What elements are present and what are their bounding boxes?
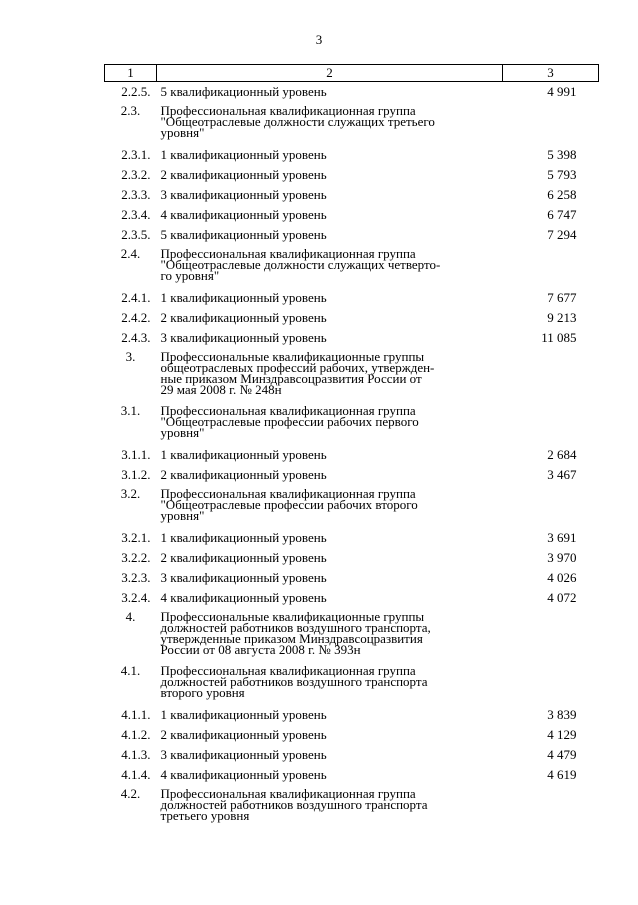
table-row [105,662,599,705]
row-title-line: уровня" [160,425,205,440]
row-title [157,662,503,705]
row-number: 2.4. [120,246,141,261]
row-title-line: Профессиональные квалификационные группы [160,609,425,624]
table-row [105,402,599,445]
row-title-line: Профессиональные квалификационные группы [160,349,425,364]
row-number: 4.1.1. [121,707,151,722]
row-title-line: го уровня" [160,268,220,283]
row-value: 5 398 [547,147,577,162]
row-title [157,165,503,185]
row-title [157,82,503,103]
row-title-line: утвержденные приказом Минздравсоцразвития [160,631,423,646]
row-title [157,568,503,588]
table-row [105,725,599,745]
row-number: 3.1.2. [121,467,151,482]
row-title [157,185,503,205]
table-row [105,165,599,185]
row-title-line: ные приказом Минздравсоцразвития России от [160,371,422,386]
table-row [105,328,599,348]
row-title-line: 2 квалификационный уровень [160,727,327,742]
header-col-2: 2 [157,65,503,82]
row-value: 6 747 [547,207,577,222]
row-value: 3 691 [547,530,577,545]
row-title [157,725,503,745]
row-title-line: 3 квалификационный уровень [160,330,327,345]
row-title [157,205,503,225]
row-value: 4 129 [547,727,577,742]
table-row [105,548,599,568]
salary-table [104,64,599,828]
table-row [105,245,599,288]
row-number: 2.4.2. [121,310,151,325]
row-number: 2.3.1. [121,147,151,162]
row-title-line: "Общеотраслевые должности служащих третьего [160,114,435,129]
row-value: 11 085 [541,330,577,345]
row-title-line: Профессиональная квалификационная группа [160,103,416,118]
table-row [105,185,599,205]
table-row [105,445,599,465]
row-title-line: 1 квалификационный уровень [160,290,327,305]
row-title-line: 2 квалификационный уровень [160,467,327,482]
row-number: 2.3.2. [121,167,151,182]
row-value: 7 677 [547,290,577,305]
row-title [157,245,503,288]
row-number: 3.2.3. [121,570,151,585]
row-title [157,765,503,785]
row-title-line: Профессиональная квалификационная группа [160,403,416,418]
row-value [503,348,599,402]
row-title [157,745,503,765]
row-number: 2.3.3. [121,187,151,202]
table-row [105,485,599,528]
row-number: 3.2.1. [121,530,151,545]
row-number: 4.1.2. [121,727,151,742]
row-title-line: 2 квалификационный уровень [160,310,327,325]
row-value [503,402,599,445]
row-title-line: уровня" [160,508,205,523]
row-value: 9 213 [547,310,577,325]
row-value: 2 684 [547,447,577,462]
row-value: 4 072 [547,590,577,605]
row-title-line: 2 квалификационный уровень [160,550,327,565]
row-value: 4 619 [547,767,577,782]
row-number: 4.1.3. [121,747,151,762]
row-title-line: 3 квалификационный уровень [160,747,327,762]
row-number: 2.4.3. [121,330,151,345]
row-number: 2.2.5. [121,84,151,99]
row-title [157,445,503,465]
row-number: 3.1.1. [121,447,151,462]
row-title-line: должностей работников воздушного транспорта [160,674,428,689]
row-number: 3.2.2. [121,550,151,565]
table-row [105,785,599,828]
row-title [157,785,503,828]
table-row [105,528,599,548]
row-title-line: 3 квалификационный уровень [160,570,327,585]
row-number: 3.2.4. [121,590,151,605]
row-title-line: Профессиональная квалификационная группа [160,786,416,801]
table-row [105,745,599,765]
table-row [105,82,599,103]
row-title [157,465,503,485]
row-title [157,588,503,608]
row-title-line: 1 квалификационный уровень [160,530,327,545]
row-title [157,288,503,308]
row-title-line: России от 08 августа 2008 г. № 393н [160,642,361,657]
row-title-line: должностей работников воздушного транспорта, [160,620,431,635]
row-title-line: третьего уровня [160,808,250,823]
row-number: 4. [125,609,136,624]
table-body [105,82,599,829]
row-value [503,245,599,288]
row-number: 3. [125,349,136,364]
row-title-line: Профессиональная квалификационная группа [160,246,416,261]
row-title-line: должностей работников воздушного транспорта [160,797,428,812]
row-value [503,485,599,528]
row-title [157,485,503,528]
row-title-line: 2 квалификационный уровень [160,167,327,182]
table-row [105,765,599,785]
row-value: 6 258 [547,187,577,202]
row-title-line: 4 квалификационный уровень [160,767,327,782]
table-row [105,348,599,402]
row-value: 4 991 [547,84,577,99]
row-title [157,348,503,402]
table-row [105,608,599,662]
row-title-line: 4 квалификационный уровень [160,207,327,222]
table-header [105,65,599,82]
row-title [157,225,503,245]
row-title-line: 1 квалификационный уровень [160,707,327,722]
table-row [105,588,599,608]
row-value [503,785,599,828]
table-row [105,705,599,725]
table-row [105,568,599,588]
row-number: 3.1. [120,403,141,418]
row-title [157,145,503,165]
row-title-line: 3 квалификационный уровень [160,187,327,202]
row-number: 2.3.5. [121,227,151,242]
row-value: 7 294 [547,227,577,242]
row-title-line: "Общеотраслевые профессии рабочих второго [160,497,418,512]
row-title [157,548,503,568]
page-number: 3 [315,32,323,47]
row-number: 2.3.4. [121,207,151,222]
row-title-line: 5 квалификационный уровень [160,84,327,99]
row-title [157,528,503,548]
row-title [157,402,503,445]
row-number: 4.1.4. [121,767,151,782]
row-value [503,608,599,662]
row-title-line: "Общеотраслевые профессии рабочих первого [160,414,419,429]
row-title [157,308,503,328]
row-number: 3.2. [120,486,141,501]
header-col-3: 3 [503,65,599,82]
row-value: 3 970 [547,550,577,565]
row-value [503,102,599,145]
table-row [105,465,599,485]
table-row [105,145,599,165]
row-title [157,608,503,662]
row-value: 3 467 [547,467,577,482]
row-title-line: 5 квалификационный уровень [160,227,327,242]
row-value: 4 026 [547,570,577,585]
row-value: 5 793 [547,167,577,182]
row-title-line: общеотраслевых профессий рабочих, утвержден- [160,360,435,375]
row-title-line: 1 квалификационный уровень [160,147,327,162]
row-number: 4.2. [120,786,141,801]
row-number: 2.4.1. [121,290,151,305]
row-title [157,102,503,145]
row-title-line: Профессиональная квалификационная группа [160,663,416,678]
row-title [157,705,503,725]
row-value [503,662,599,705]
table-row [105,225,599,245]
row-title-line: 29 мая 2008 г. № 248н [160,382,282,397]
header-col-1: 1 [105,65,157,82]
row-title-line: 4 квалификационный уровень [160,590,327,605]
row-number: 4.1. [120,663,141,678]
row-title-line: Профессиональная квалификационная группа [160,486,416,501]
table-row [105,102,599,145]
table-row [105,205,599,225]
row-number: 2.3. [120,103,141,118]
row-value: 3 839 [547,707,577,722]
row-title [157,328,503,348]
row-title-line: уровня" [160,125,205,140]
row-value: 4 479 [547,747,577,762]
row-title-line: второго уровня [160,685,245,700]
table-row [105,288,599,308]
row-title-line: 1 квалификационный уровень [160,447,327,462]
row-title-line: "Общеотраслевые должности служащих четверто- [160,257,441,272]
table-row [105,308,599,328]
